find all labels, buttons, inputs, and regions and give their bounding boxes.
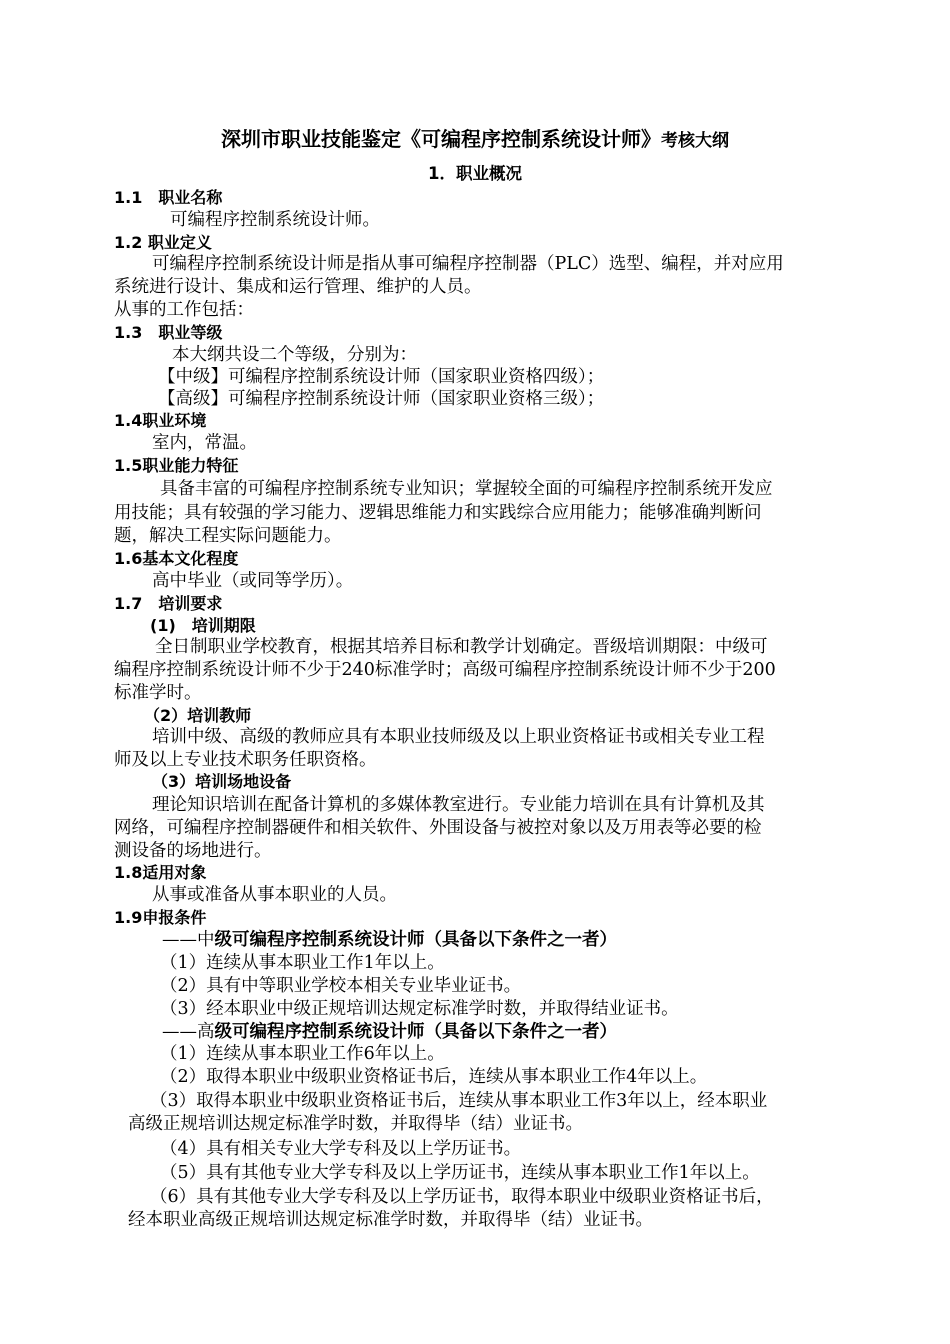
chapter-heading: 1．职业概况 (428, 164, 522, 183)
training-period-line3: 标准学时。 (114, 683, 202, 703)
training-period-heading: (1) 培训期限 (150, 616, 256, 635)
training-site-line3: 测设备的场地进行。 (114, 841, 272, 861)
high-item-1: （1）连续从事本职业工作6年以上。 (160, 1044, 445, 1064)
level-high: 【高级】可编程序控制系统设计师（国家职业资格三级）； (158, 389, 605, 409)
section-1-8-heading: 1.8适用对象 (114, 863, 207, 882)
document-title (0, 128, 950, 152)
training-period-line1: 全日制职业学校教育，根据其培养目标和教学计划确定。晋级培训期限：中级可 (155, 637, 768, 657)
training-site-line1: 理论知识培训在配备计算机的多媒体教室进行。专业能力培训在具有计算机及其 (152, 795, 765, 815)
section-1-6-body: 高中毕业（或同等学历）。 (152, 571, 354, 591)
training-teacher-heading: （2）培训教师 (144, 706, 252, 725)
section-1-3-heading: 1.3 职业等级 (114, 323, 223, 342)
section-1-9-heading: 1.9申报条件 (114, 908, 207, 927)
middle-conditions-title (162, 929, 617, 951)
section-1-1-body: 可编程序控制系统设计师。 (170, 210, 380, 230)
section-1-5-body-line1: 具备丰富的可编程序控制系统专业知识；掌握较全面的可编程序控制系统开发应 (160, 479, 773, 499)
section-1-4-body: 室内，常温。 (152, 433, 257, 453)
section-1-7-heading: 1.7 培训要求 (114, 594, 223, 613)
section-1-2-body-line2: 系统进行设计、集成和运行管理、维护的人员。 (114, 277, 482, 297)
section-1-2-body-line3: 从事的工作包括： (114, 300, 254, 320)
training-period-line2: 编程序控制系统设计师不少于240标准学时；高级可编程序控制系统设计师不少于200 (114, 660, 776, 680)
middle-title: 级可编程序控制系统设计师（具备以下条件之一者） (214, 930, 617, 950)
level-middle: 【中级】可编程序控制系统设计师（国家职业资格四级）； (158, 367, 605, 387)
high-item-6-line2: 经本职业高级正规培训达规定标准学时数，并取得毕（结）业证书。 (128, 1210, 653, 1230)
high-item-6-line1: （6）具有其他专业大学专科及以上学历证书，取得本职业中级职业资格证书后， (150, 1187, 774, 1207)
high-item-5: （5）具有其他专业大学专科及以上学历证书，连续从事本职业工作1年以上。 (160, 1163, 760, 1183)
section-1-6-heading: 1.6基本文化程度 (114, 549, 239, 568)
high-dash: ——高 (162, 1022, 215, 1042)
section-1-5-heading: 1.5职业能力特征 (114, 456, 239, 475)
training-teacher-line1: 培训中级、高级的教师应具有本职业技师级及以上职业资格证书或相关专业工程 (152, 727, 765, 747)
section-1-1-heading: 1.1 职业名称 (114, 188, 223, 207)
section-1-8-body: 从事或准备从事本职业的人员。 (152, 885, 397, 905)
middle-item-1: （1）连续从事本职业工作1年以上。 (160, 953, 445, 973)
middle-item-3: （3）经本职业中级正规培训达规定标准学时数，并取得结业证书。 (160, 999, 679, 1019)
high-item-2: （2）取得本职业中级职业资格证书后，连续从事本职业工作4年以上。 (160, 1067, 708, 1087)
middle-item-2: （2）具有中等职业学校本相关专业毕业证书。 (160, 976, 522, 996)
section-1-2-body-line1: 可编程序控制系统设计师是指从事可编程序控制器（PLC）选型、编程，并对应用 (152, 254, 784, 274)
training-site-line2: 网络，可编程序控制器硬件和相关软件、外围设备与被控对象以及万用表等必要的检 (114, 818, 762, 838)
section-1-5-body-line2: 用技能；具有较强的学习能力、逻辑思维能力和实践综合应用能力；能够准确判断问 (114, 503, 762, 523)
section-1-3-body: 本大纲共设二个等级，分别为： (172, 345, 417, 365)
high-item-3-line1: （3）取得本职业中级职业资格证书后，连续从事本职业工作3年以上，经本职业 (150, 1091, 768, 1111)
middle-dash: ——中 (162, 930, 215, 950)
high-conditions-title (162, 1021, 617, 1043)
training-teacher-line2: 师及以上专业技术职务任职资格。 (114, 750, 377, 770)
title-main: 深圳市职业技能鉴定《可编程序控制系统设计师》 (221, 127, 661, 151)
high-item-4: （4）具有相关专业大学专科及以上学历证书。 (160, 1139, 522, 1159)
title-suffix: 考核大纲 (661, 131, 729, 151)
section-1-2-heading: 1.2 职业定义 (114, 233, 212, 252)
high-item-3-line2: 高级正规培训达规定标准学时数，并取得毕（结）业证书。 (128, 1114, 583, 1134)
training-site-heading: （3）培训场地设备 (152, 772, 292, 791)
high-title: 级可编程序控制系统设计师（具备以下条件之一者） (214, 1022, 617, 1042)
section-1-5-body-line3: 题，解决工程实际问题能力。 (114, 526, 342, 546)
section-1-4-heading: 1.4职业环境 (114, 411, 207, 430)
